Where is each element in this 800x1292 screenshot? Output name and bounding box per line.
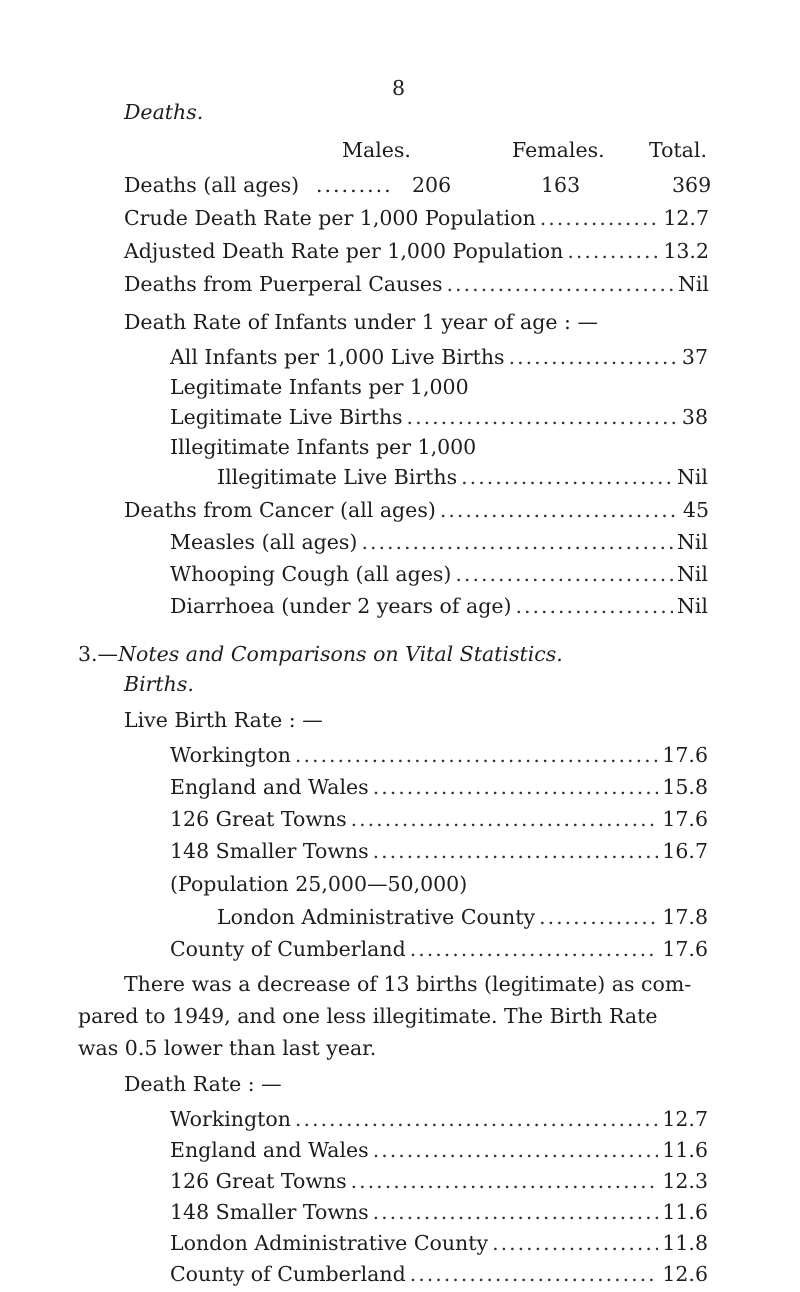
death-rate-label: 148 Smaller Towns <box>170 1200 369 1224</box>
legit-infants-row <box>170 403 708 431</box>
diarrhoea-value: Nil <box>676 594 708 618</box>
females-header: Females. <box>512 138 605 162</box>
deaths-all-ages-leader: ......... <box>316 173 393 197</box>
dot-leader <box>410 935 659 963</box>
birth-rate-london-label: London Administrative County <box>217 905 536 929</box>
birth-rate-value: 17.6 <box>662 807 708 831</box>
measles-value: Nil <box>676 530 708 554</box>
death-rate-value: 11.8 <box>662 1231 708 1255</box>
dot-leader <box>373 1136 659 1164</box>
birth-rate-label: 148 Smaller Towns <box>170 839 369 863</box>
crude-death-rate-label: Crude Death Rate per 1,000 Population <box>124 206 536 230</box>
adjusted-death-rate-value: 13.2 <box>663 239 709 263</box>
dot-leader <box>539 903 658 931</box>
infant-heading: Death Rate of Infants under 1 year of age : — <box>124 310 598 334</box>
dot-leader <box>447 270 674 298</box>
deaths-all-ages-row <box>0 171 800 199</box>
dot-leader <box>351 805 659 833</box>
legit-infants-label: Legitimate Live Births <box>170 405 403 429</box>
death-rate-row <box>170 1229 708 1257</box>
dot-leader <box>295 1105 658 1133</box>
cancer-deaths-row <box>124 496 709 524</box>
death-rate-value: 11.6 <box>662 1200 708 1224</box>
dot-leader <box>492 1229 658 1257</box>
birth-rate-row <box>170 837 708 865</box>
diarrhoea-label: Diarrhoea (under 2 years of age) <box>170 594 512 618</box>
all-infants-label: All Infants per 1,000 Live Births <box>170 345 505 369</box>
page-number: 8 <box>392 76 406 100</box>
birth-rate-label: 126 Great Towns <box>170 807 347 831</box>
males-header: Males. <box>342 138 411 162</box>
birth-rate-value: 15.8 <box>662 775 708 799</box>
dot-leader <box>515 592 672 620</box>
dot-leader <box>509 343 678 371</box>
total-header: Total. <box>649 138 707 162</box>
deaths-heading: Deaths. <box>124 100 204 124</box>
legit-infants-line1: Legitimate Infants per 1,000 <box>170 375 469 399</box>
birth-rate-london-value: 17.8 <box>662 905 708 929</box>
illegit-infants-label: Illegitimate Live Births <box>217 465 458 489</box>
death-rate-label: County of Cumberland <box>170 1262 406 1286</box>
illegit-infants-line1: Illegitimate Infants per 1,000 <box>170 435 477 459</box>
all-infants-value: 37 <box>681 345 708 369</box>
section3-heading <box>78 640 563 668</box>
deaths-total-value: 369 <box>672 173 712 197</box>
dot-leader <box>373 1198 659 1226</box>
death-rate-row <box>170 1260 708 1288</box>
measles-row <box>170 528 708 556</box>
dot-leader <box>407 403 678 431</box>
birth-rate-label: Workington <box>170 743 291 767</box>
dot-leader <box>361 528 673 556</box>
death-rate-heading: Death Rate : — <box>124 1072 282 1096</box>
birth-rate-row <box>170 805 708 833</box>
birth-rate-cumberland-row <box>170 935 708 963</box>
adjusted-death-rate-label: Adjusted Death Rate per 1,000 Population <box>124 239 564 263</box>
death-rate-value: 12.7 <box>662 1107 708 1131</box>
dot-leader <box>540 204 660 232</box>
paragraph-line-3: was 0.5 lower than last year. <box>78 1036 377 1060</box>
deaths-all-ages-label: Deaths (all ages) <box>124 173 300 197</box>
death-rate-row <box>170 1198 708 1226</box>
diarrhoea-row <box>170 592 708 620</box>
population-note: (Population 25,000—50,000) <box>170 872 468 896</box>
death-rate-row <box>170 1136 708 1164</box>
adjusted-death-rate-row <box>124 237 709 265</box>
illegit-infants-value: Nil <box>676 465 708 489</box>
dot-leader <box>410 1260 659 1288</box>
dot-leader <box>351 1167 659 1195</box>
paragraph-line-1: There was a decrease of 13 births (legitimate) as com- <box>124 972 692 996</box>
live-birth-rate-heading: Live Birth Rate : — <box>124 708 323 732</box>
birth-rate-label: England and Wales <box>170 775 369 799</box>
crude-death-rate-value: 12.7 <box>663 206 709 230</box>
paragraph-line-2: pared to 1949, and one less illegitimate. The Birth Rate <box>78 1004 658 1028</box>
birth-rate-cumberland-value: 17.6 <box>662 937 708 961</box>
birth-rate-row <box>170 741 708 769</box>
birth-rate-row <box>170 773 708 801</box>
whooping-cough-label: Whooping Cough (all ages) <box>170 562 452 586</box>
section3-title: Notes and Comparisons on Vital Statistics. <box>118 642 563 666</box>
puerperal-deaths-row <box>124 270 709 298</box>
birth-rate-cumberland-label: County of Cumberland <box>170 937 406 961</box>
deaths-females-value: 163 <box>541 173 581 197</box>
dot-leader <box>373 837 659 865</box>
dot-leader <box>295 741 658 769</box>
cancer-deaths-label: Deaths from Cancer (all ages) <box>124 498 436 522</box>
dot-leader <box>461 463 673 491</box>
death-rate-label: Workington <box>170 1107 291 1131</box>
births-heading: Births. <box>124 672 194 696</box>
crude-death-rate-row <box>124 204 709 232</box>
death-rate-value: 12.6 <box>662 1262 708 1286</box>
puerperal-deaths-value: Nil <box>677 272 709 296</box>
death-rate-label: London Administrative County <box>170 1231 489 1255</box>
whooping-cough-row <box>170 560 708 588</box>
dot-leader <box>373 773 659 801</box>
death-rate-label: England and Wales <box>170 1138 369 1162</box>
death-rate-label: 126 Great Towns <box>170 1169 347 1193</box>
whooping-cough-value: Nil <box>676 562 708 586</box>
puerperal-deaths-label: Deaths from Puerperal Causes <box>124 272 443 296</box>
column-headers <box>0 136 800 164</box>
section3-number: 3.— <box>78 642 119 666</box>
all-infants-row <box>170 343 708 371</box>
death-rate-row <box>170 1105 708 1133</box>
dot-leader <box>567 237 659 265</box>
death-rate-row <box>170 1167 708 1195</box>
birth-rate-value: 17.6 <box>662 743 708 767</box>
cancer-deaths-value: 45 <box>682 498 709 522</box>
illegit-infants-row <box>217 463 708 491</box>
death-rate-value: 12.3 <box>662 1169 708 1193</box>
death-rate-value: 11.6 <box>662 1138 708 1162</box>
birth-rate-london-row <box>217 903 708 931</box>
legit-infants-value: 38 <box>681 405 708 429</box>
birth-rate-value: 16.7 <box>662 839 708 863</box>
dot-leader <box>455 560 673 588</box>
deaths-males-value: 206 <box>412 173 452 197</box>
measles-label: Measles (all ages) <box>170 530 358 554</box>
dot-leader <box>440 496 679 524</box>
